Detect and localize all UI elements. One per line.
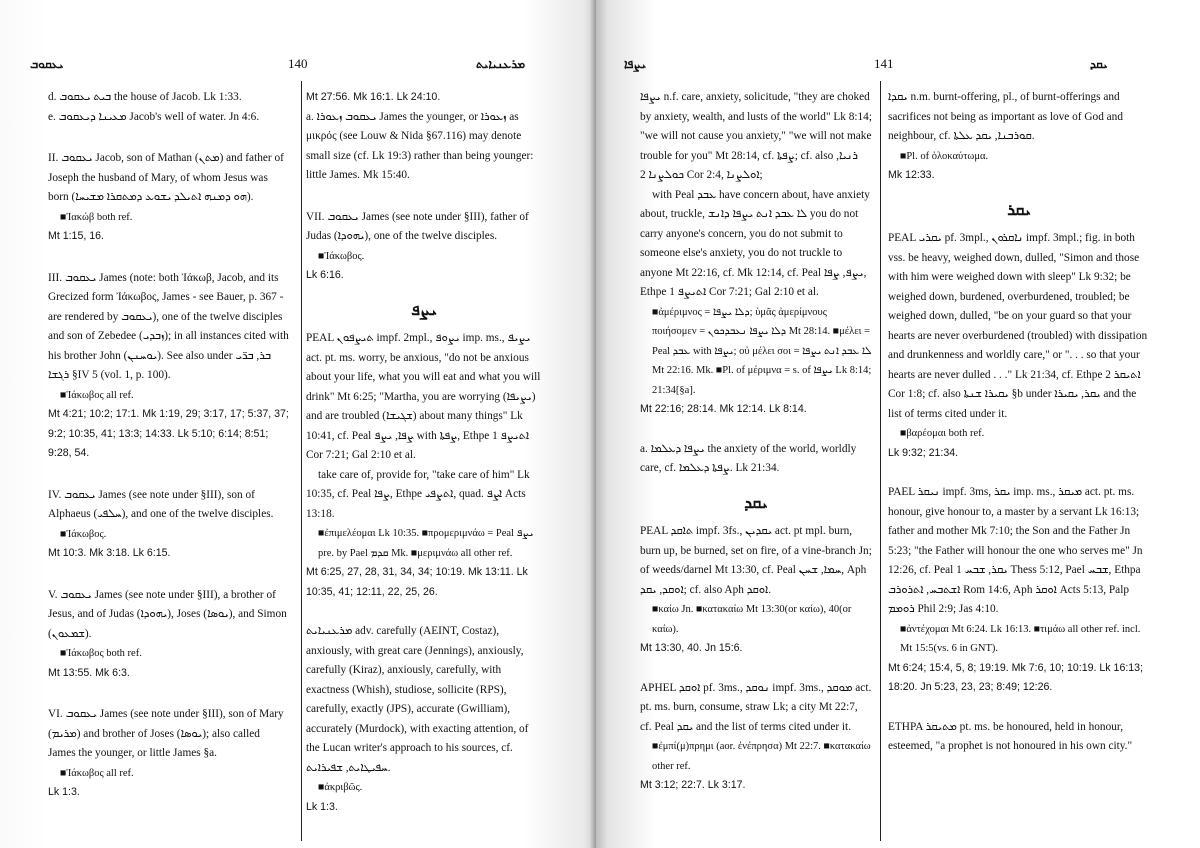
references: Mt 22:16; 28:14. Mk 12:14. Lk 8:14. <box>640 403 807 415</box>
greek-equivalents: ■βαρέομαι both ref. <box>900 428 985 439</box>
column-left-1 <box>48 88 290 803</box>
entry-pael-honour: PAEL ܢܝܩܪ impf. 3ms, ܝܩܪ imp. ms., ܡܝܩܪ act. pt. ms. honour, give honour to, a master by a servant Lk 16:13; father and mother Mk 7:10; the Son and the Father Jn 5:23; "the Father will honour the one who serves me" Jn 12:26, cf. Peal ܝܩܪ, ܫܒܚ 1 Thess 5:12, Pael ܫܒܚ, Ethpa ܐܫܬܒܚ, ܐܬܪܘܪܒ Rom 14:6, Aph ܐܘܩܪ Acts 5:13, Palp ܪܘܡܡ Phil 2:9; Jas 4:10. <box>888 486 1143 615</box>
root-heading: ܝܨܦ <box>411 299 437 319</box>
greek-equivalents: ■Ἰάκωβος all ref. <box>60 767 134 779</box>
root-heading: ܝܩܪ <box>1007 199 1031 219</box>
greek-equivalents: ■Ἰακώβ both ref. <box>60 211 133 223</box>
entry-v-james-brother-of-jesus: V. ܝܥܩܘܒ James (see note under §III), a brother of Jesus, and of Judas (ܝܗܘܕܐ), Joses (ܝܘܣܐ), and Simon (ܫܡܥܘܢ). <box>48 588 287 640</box>
running-head-left: ܝܥܩܘܒ <box>30 57 64 71</box>
greek-equivalents: ■ἀμέριμνος = ܕܠܐ ܝܨܦܐ; ὑμᾶς ἀμερίμνους ποιήσομεν = ܕܠܐ ܝܨܦܐ ܢܥܒܕܟܘܢ Mt 28:14. ■μέλει = Peal ܥܒܕ with ܝܨܦܐ; οὐ μέλει σοι = ܠܐ ܥܒܕ ܐܢܬ ܝܨܦܐ Mt 22:16. Mk. ■Pl. of μέριμνα = s. of ܝܨܦܐ Lk 8:14; 21:34[§a]. <box>652 306 872 396</box>
entry-iv-james-son-of-alphaeus: IV. ܝܥܩܘܒ James (see note under §III), son of Alphaeus (ܚܠܦܝ), and one of the twelve disciples. <box>48 488 274 520</box>
page-right <box>596 0 1200 848</box>
entry-peal-worry: PEAL ܬܝܨܦܘܢ impf. 2mpl., ܝܨܘܦ imp. ms., ܝܨܝܦ act. pt. ms. worry, be anxious, "do not be anxious about your life, what you will eat and what you will drink" Mt 6:25; "Martha, you are worrying (ܝܨܝܦܐ) and are troubled (ܫܓܝܫܐ) about many things" Lk 10:41, cf. Peal ܨܦܐ, ܝܨܦ with ܨܦܬܐ, Ethpe ܐܬܝܨܦ 1 Cor 7:21; Gal 2:10 et al. <box>306 332 541 461</box>
column-left-2 <box>306 88 542 817</box>
entry-aphel-burn-consume: APHEL ܐܘܩܕ pf. 3ms., ܢܘܩܕ impf. 3ms., ܡܘܩܕ act. pt. ms. burn, consume, straw Lk; a city Mt 22:7, cf. Peal ܝܩܕ and the list of terms cited under it. <box>640 681 872 733</box>
greek-equivalents: ■Ἰάκωβος both ref. <box>60 648 142 659</box>
references: Mt 13:55. Mk 6:3. <box>48 666 130 679</box>
entry-ethpa-be-honoured: ETHPA ܡܬܝܩܪ pt. ms. be honoured, held in honour, esteemed, "a prophet is not honoured in his own city." <box>888 720 1133 752</box>
references: Mk 12:33. <box>888 169 935 181</box>
greek-equivalents: ■ἀντέχομαι Mt 6:24. Lk 16:13. ■τιμάω all other ref. incl. Mt 15:5(vs. 6 in GNT). <box>900 623 1141 654</box>
page-number-right: 141 <box>874 56 894 71</box>
references: Mt 13:30, 40. Jn 15:6. <box>640 642 743 654</box>
entry-adverb-carefully: ܡܪܥܢܝܐܝܬ adv. carefully (AEINT, Costaz), anxiously, with great care (Jennings), anxiously, carefully (Kiraz), anxiously, carefully, with exactness (Whish), studiose, sollicite (RPS), carefully, exactly (JPS), accurate (Gwilliam), accurately (Murdock), with exacting attention, of the Lucan writer's approach to his sources, cf. ܚܦܝܛܐܝܬ, ܫܦܝܪܐܝܬ. <box>306 625 529 774</box>
entry-vi-james-son-of-mary: VI. ܝܥܩܘܒ James (see note under §III), son of Mary (ܡܪܝܡ) and brother of Joses (ܝܘܣܐ); also called James the younger, or little James §a. <box>48 708 284 759</box>
references: Lk 9:32; 21:34. <box>888 446 959 459</box>
entry-a-anxiety-of-the-world: a. ܝܨܦܐ ܕܥܠܡܐ the anxiety of the world, worldly care, cf. ܨܦܬܐ ܕܥܠܡܐ. Lk 21:34. <box>640 442 857 474</box>
references: Mt 3:12; 22:7. Lk 3:17. <box>640 779 746 791</box>
greek-equivalents: ■ἐμπί(μ)πρημι (aor. ἐνέπρησα) Mt 22:7. ■κατακαίω other ref. <box>652 741 871 772</box>
entry-a-james-the-younger: a. ܝܥܩܘܒ ܙܥܘܪܐ James the younger, or ܙܥܘܪܐ as μικρός (see Louw & Nida §67.116) may denote small size (cf. Lk 19:3) rather than being younger: little James. Mk 15:40. <box>306 110 534 181</box>
greek-equivalents: ■ἐπιμελέομαι Lk 10:35. ■προμεριμνάω = Peal ܝܨܦ pre. by Pael ܩܕܡ Mk. ■μεριμνάω all other ref. <box>318 528 534 559</box>
column-right-1 <box>640 88 872 796</box>
references: Lk 1:3. <box>48 786 80 798</box>
greek-equivalents: ■Ἰάκωβος. <box>60 528 107 540</box>
references: Mt 27:56. Mk 16:1. Lk 24:10. <box>306 91 441 103</box>
entry-d-house-of-jacob: d. ܒܝܬ ܝܥܩܘܒ the house of Jacob. Lk 1:33. <box>48 91 242 103</box>
column-divider <box>880 81 881 841</box>
references: Mt 6:24; 15:4, 5, 8; 19:19. Mk 7:6, 10; 10:19. Lk 16:13; 18:20. Jn 5:23, 23, 23; 8:49; 12:26. <box>888 661 1144 693</box>
sense-have-concern-about: with Peal ܥܒܕ have concern about, have anxiety about, truckle, ܠܐ ܥܒܕ ܐܢܬ ܝܨܦܐ ܕܐܢܫ you do not carry anyone's concern, you do not submit to someone else's anxiety, you do not truckle to anyone Mt 22:16, cf. Mk 12:14, cf. Peal ܝܨܦ, ܨܦܐ, Ethpe ܐܬܝܨܦ 1 Cor 7:21; Gal 2:10 et al. <box>640 188 870 298</box>
entry-ii-jacob-son-of-mathan: II. ܝܥܩܘܒ Jacob, son of Mathan (ܡܬܢ) and father of Joseph the husband of Mary, of whom Jesus was born (ܗܘ ܕܡܢܗ ܐܬܝܠܕ ܝܫܘܥ ܕܡܬܩܪܐ ܡܫܝܚܐ). <box>48 152 284 203</box>
sense-take-care-of: take care of, provide for, "take care of him" Lk 10:35, cf. Peal ܨܦܐ, Ethpe ܐܬܨܦܝ, quad. ܐܨܦ Acts 13:18. <box>306 468 530 520</box>
greek-equivalents: ■ἀκριβῶς. <box>318 782 363 793</box>
references: Mt 1:15, 16. <box>48 230 104 242</box>
references: Mt 4:21; 10:2; 17:1. Mk 1:19, 29; 3:17, 17; 5:37, 37; 9:2; 10:35, 41; 13:3; 14:33. Lk 5:10; 6:14; 8:51; 9:28, 54. <box>48 408 289 459</box>
page-left <box>0 0 596 848</box>
column-right-2 <box>888 88 1150 757</box>
greek-equivalents: ■καίω Jn. ■κατακαίω Mt 13:30(or καίω), 40(or καίω). <box>652 604 852 635</box>
running-head-right: ܝܩܕ <box>1090 57 1108 71</box>
greek-equivalents: ■Ἰάκωβος all ref. <box>60 389 134 401</box>
references: Lk 1:3. <box>306 800 338 813</box>
greek-equivalents: ■Pl. of ὁλοκαύτωμα. <box>900 150 989 162</box>
entry-vii-james-father-of-judas: VII. ܝܥܩܘܒ James (see note under §III), father of Judas (ܝܗܘܕܐ), one of the twelve disciples. <box>306 210 529 242</box>
references: Lk 6:16. <box>306 269 344 281</box>
root-heading: ܝܩܕ <box>744 492 768 512</box>
page-number-left: 140 <box>288 56 308 71</box>
greek-equivalents: ■Ἰάκωβος. <box>318 250 365 262</box>
entry-e-jacobs-well: e. ܡܥܝܢܐ ܕܝܥܩܘܒ Jacob's well of water. Jn 4:6. <box>48 110 260 123</box>
references: Mt 10:3. Mk 3:18. Lk 6:15. <box>48 547 171 559</box>
column-divider <box>301 81 302 841</box>
entry-noun-care-anxiety: ܝܨܦܐ n.f. care, anxiety, solicitude, "they are choked by anxiety, wealth, and lusts of the world" Lk 8:14; "we will not cause you anxiety," "we will not make trouble for you" Mt 28:14, cf. ܨܦܬܐ; cf. also ܪܢܝܐ, ܟܘܠܨܢܐ 2 Cor 2:4, ܐܘܠܨܢܐ; <box>640 91 872 181</box>
entry-noun-burnt-offering: ܝܩܕܐ n.m. burnt-offering, pl., of burnt-offerings and sacrifices not being as important as love of God and neighbour, cf. ܩܘܪܒܢܐ, ܝܩܕ ܥܠܬܐ. <box>888 91 1123 142</box>
running-head-left: ܝܨܦܐ <box>624 57 647 71</box>
entry-peal-burn: PEAL ܬܐܩܕ impf. 3fs., ܝܩܕܝܢ act. pt mpl. burn, burn up, be burned, set on fire, of a vine-branch Jn; of weeds/darnel Mt 13:30, cf. Peal ܚܡܐ, ܫܚܢ, Aph ܐܘܩܕ, ܝܩܕ; cf. also Aph ܐܘܩܕ. <box>640 525 872 596</box>
entry-iii-james-son-of-zebedee: III. ܝܥܩܘܒ James (note: both Ἰάκωβ, Jacob, and its Grecized form Ἰάκωβος, James - see Bauer, p. 367 - are rendered by ܝܥܩܘܒ), one of the twelve disciples and son of Zebedee (ܙܒܕܝ); in all instances cited with his brother John (ܝܘܚܢܢ). See also under ܒܪ, ܒܪ̈ܝ ܪܓܫܐ §IV 5 (vol. 1, p. 100). <box>48 271 289 381</box>
entry-peal-be-heavy: PEAL ܝܩܪܝ pf. 3mpl., ܢܐܩܪܘܢ impf. 3mpl.; fig. in both vss. be heavy, weighed down, dulled, "Simon and those with him were weighed down with sleep" Lk 9:32; be weighed down, burdened, overburdened, troubled; be weighed down, dulled, "be on your guard so that your hearts are never overburdened (troubled) with dissipation and drunkenness and worldly care," or ". . . so that your hearts are never dulled . . ." Lk 21:34, cf. Ethpe ܐܬܝܩܪ 2 Cor 1:8; cf. also ܝܩܝܪܐ ܫܢܬܐ §b under ܝܩܪ, ܝܩܝܪܐ and the list of terms cited under it. <box>888 232 1148 420</box>
running-head-right: ܡܪܥܢܝܐܝܬ <box>476 57 526 71</box>
references: Mt 6:25, 27, 28, 31, 34, 34; 10:19. Mk 13:11. Lk 10:35, 41; 12:11, 22, 25, 26. <box>306 566 528 598</box>
